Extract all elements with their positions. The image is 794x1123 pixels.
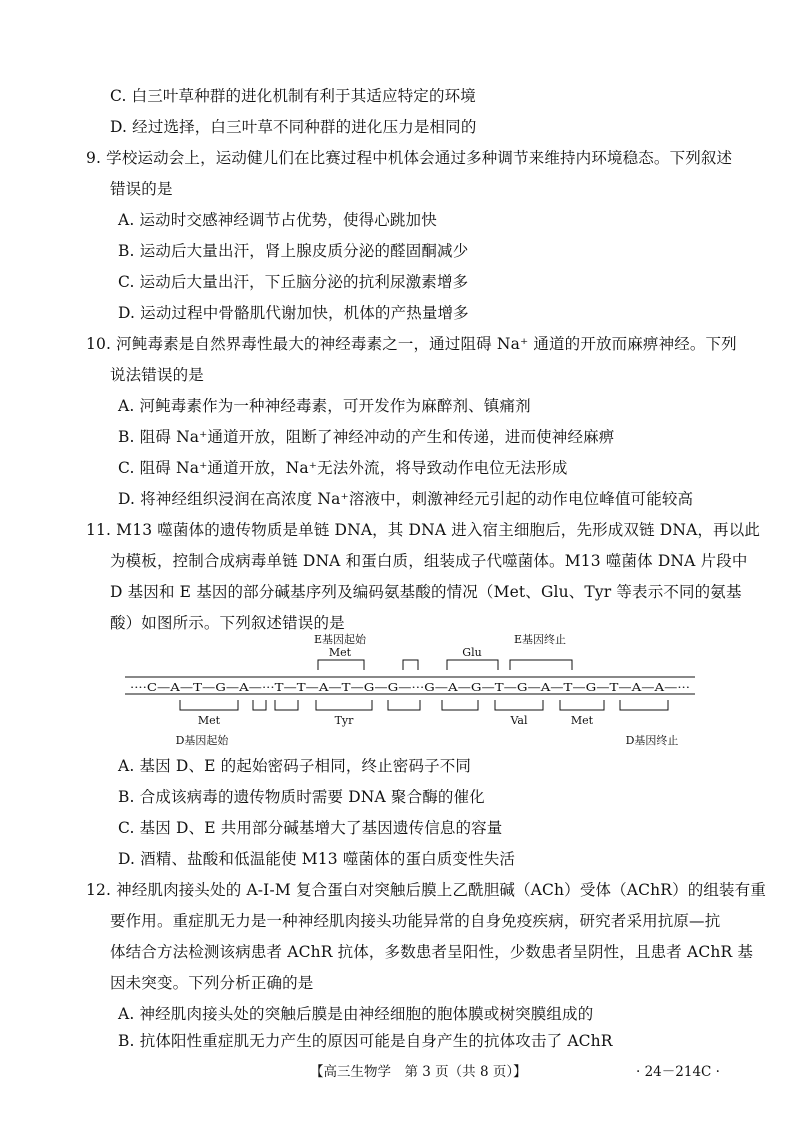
top-codon-brackets bbox=[318, 660, 572, 670]
bottom-bracket-met2 bbox=[560, 700, 604, 710]
q10-option-b: B. 阻碍 Na⁺通道开放，阻断了神经冲动的产生和传递，进而使神经麻痹 bbox=[118, 428, 615, 446]
q12-stem-line1: 12. 神经肌肉接头处的 A-I-M 复合蛋白对突触后膜上乙酰胆碱（ACh）受体（AChR）的组装有重 bbox=[86, 881, 766, 899]
q8-option-d: D. 经过选择，白三叶草不同种群的进化压力是相同的 bbox=[110, 118, 477, 136]
q10-stem-line1: 10. 河鲀毒素是自然界毒性最大的神经毒素之一，通过阻碍 Na⁺ 通道的开放而麻痹神经。下列 bbox=[86, 335, 737, 353]
bottom-bracket-stop bbox=[620, 700, 668, 710]
bottom-codon-brackets bbox=[180, 700, 668, 710]
bottom-val-label: Val bbox=[510, 714, 528, 727]
q12-option-b: B. 抗体阳性重症肌无力产生的原因可能是自身产生的抗体攻击了 AChR bbox=[118, 1032, 613, 1050]
d-gene-start-label: D基因起始 bbox=[175, 734, 229, 747]
q9-option-c: C. 运动后大量出汗，下丘脑分泌的抗利尿激素增多 bbox=[118, 273, 469, 291]
bottom-bracket-5 bbox=[388, 700, 420, 710]
footer-exam-code: · 24－214C · bbox=[636, 1064, 720, 1080]
q11-stem-line1: 11. M13 噬菌体的遗传物质是单链 DNA，其 DNA 进入宿主细胞后，先形成双链 DNA，再以此 bbox=[86, 521, 761, 539]
bottom-met1-label: Met bbox=[197, 714, 221, 727]
q9-option-b: B. 运动后大量出汗，肾上腺皮质分泌的醛固酮减少 bbox=[118, 242, 469, 260]
q11-stem-line3: D 基因和 E 基因的部分碱基序列及编码氨基酸的情况（Met、Glu、Tyr 等表示不同的氨基 bbox=[110, 583, 742, 601]
q11-option-a: A. 基因 D、E 的起始密码子相同，终止密码子不同 bbox=[118, 757, 472, 775]
top-bracket-2 bbox=[403, 660, 418, 670]
bottom-bracket-met1 bbox=[180, 700, 238, 710]
q12-stem-line4: 因未突变。下列分析正确的是 bbox=[110, 974, 314, 992]
bottom-bracket-tyr bbox=[316, 700, 372, 710]
m13-gene-diagram bbox=[120, 630, 710, 750]
bottom-bracket-3 bbox=[275, 700, 298, 710]
bottom-bracket-6 bbox=[442, 700, 478, 710]
top-bracket-glu bbox=[447, 660, 498, 670]
q9-option-a: A. 运动时交感神经调节占优势，使得心跳加快 bbox=[118, 211, 437, 229]
q11-option-c: C. 基因 D、E 共用部分碱基增大了基因遗传信息的容量 bbox=[118, 819, 503, 837]
d-gene-end-label: D基因终止 bbox=[625, 734, 679, 747]
q10-option-c: C. 阻碍 Na⁺通道开放，Na⁺无法外流，将导致动作电位无法形成 bbox=[118, 459, 568, 477]
q11-stem-line4: 酸）如图所示。下列叙述错误的是 bbox=[110, 614, 345, 632]
top-bracket-met bbox=[318, 660, 364, 670]
bottom-tyr-label: Tyr bbox=[334, 714, 354, 727]
e-gene-end-label: E基因终止 bbox=[513, 633, 567, 646]
top-bracket-stop bbox=[510, 660, 572, 670]
q8-option-c: C. 白三叶草种群的进化机制有利于其适应特定的环境 bbox=[110, 87, 476, 105]
q10-stem-line2: 说法错误的是 bbox=[110, 366, 204, 384]
top-glu-label: Glu bbox=[462, 646, 482, 659]
dna-sequence: ····C—A—T—G—A—···T—T—A—T—G—G—···G—A—G—T—G—A—T—G—T—A—A—··· bbox=[130, 680, 690, 694]
q11-option-b: B. 合成该病毒的遗传物质时需要 DNA 聚合酶的催化 bbox=[118, 788, 485, 806]
q11-option-d: D. 酒精、盐酸和低温能使 M13 噬菌体的蛋白质变性失活 bbox=[118, 850, 516, 868]
q9-stem-line1: 9. 学校运动会上，运动健儿们在比赛过程中机体会通过多种调节来维持内环境稳态。下列叙述 bbox=[86, 149, 733, 167]
q12-stem-line2: 要作用。重症肌无力是一种神经肌肉接头功能异常的自身免疫疾病，研究者采用抗原—抗 bbox=[110, 912, 721, 930]
q9-option-d: D. 运动过程中骨骼肌代谢加快，机体的产热量增多 bbox=[118, 304, 469, 322]
e-gene-start-label: E基因起始 bbox=[313, 633, 367, 646]
top-met-label: Met bbox=[328, 646, 352, 659]
q9-stem-line2: 错误的是 bbox=[110, 180, 173, 198]
bottom-bracket-2 bbox=[253, 700, 266, 710]
bottom-met2-label: Met bbox=[570, 714, 594, 727]
q12-stem-line3: 体结合方法检测该病患者 AChR 抗体，多数患者呈阳性，少数患者呈阴性，且患者 AChR 基 bbox=[110, 943, 754, 961]
q10-option-a: A. 河鲀毒素作为一种神经毒素，可开发作为麻醉剂、镇痛剂 bbox=[118, 397, 531, 415]
bottom-bracket-val bbox=[495, 700, 543, 710]
q10-option-d: D. 将神经组织浸润在高浓度 Na⁺溶液中，刺激神经元引起的动作电位峰值可能较高 bbox=[118, 490, 694, 508]
q12-option-a: A. 神经肌肉接头处的突触后膜是由神经细胞的胞体膜或树突膜组成的 bbox=[118, 1005, 594, 1023]
footer-page-info: 【高三生物学 第 3 页（共 8 页）】 bbox=[310, 1064, 527, 1080]
q11-stem-line2: 为模板，控制合成病毒单链 DNA 和蛋白质，组装成子代噬菌体。M13 噬菌体 DNA 片段中 bbox=[110, 552, 748, 570]
